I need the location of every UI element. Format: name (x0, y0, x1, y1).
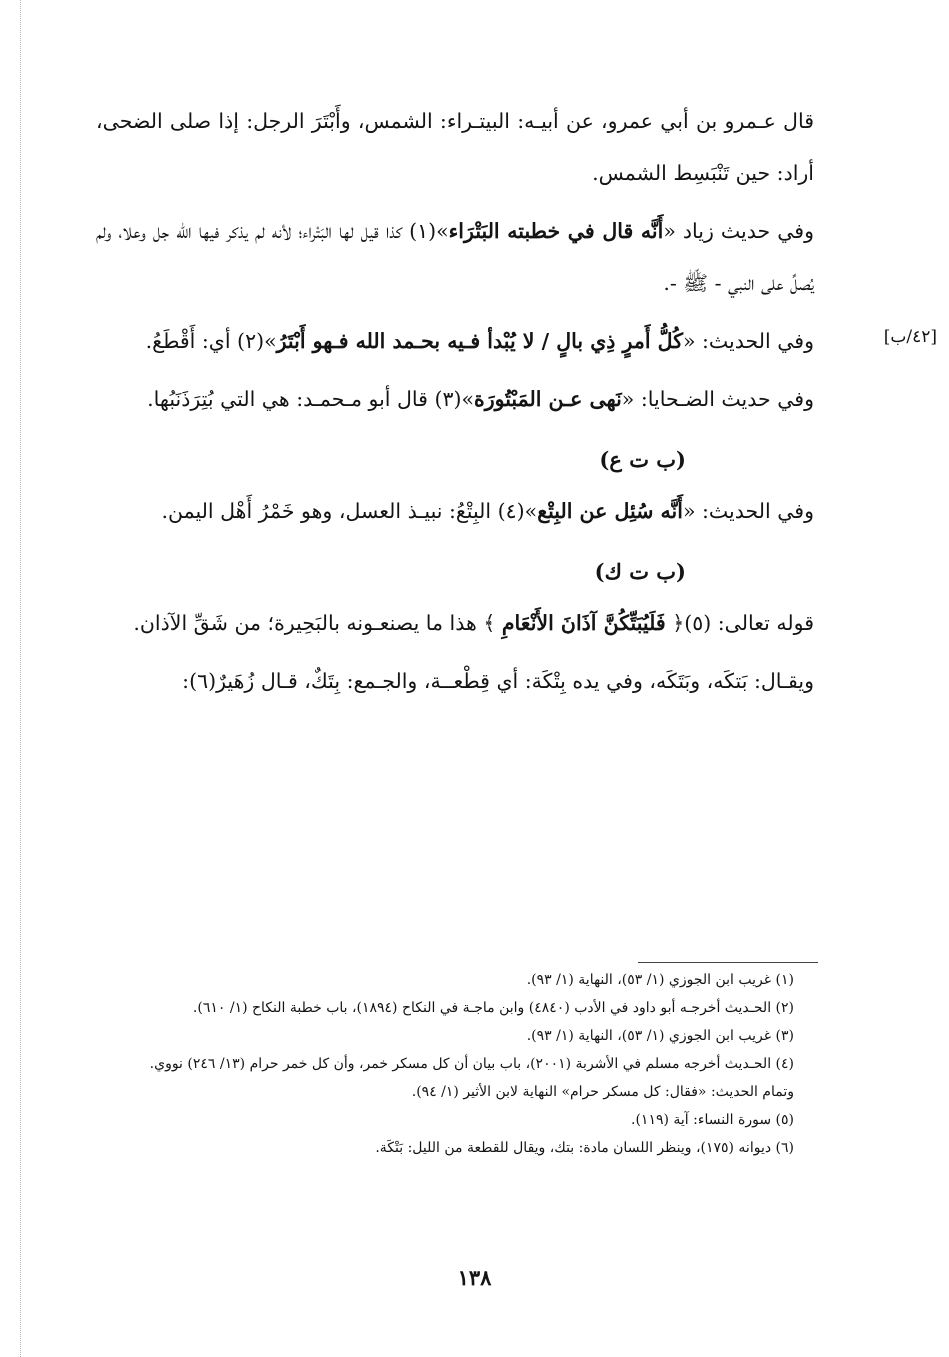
paragraph (96, 95, 814, 199)
paragraph-text: وفي حديث الضـحايا: « (621, 387, 814, 411)
footnote-continuation: وتمام الحديث: «فقال: كل مسكر حرام» النهاية لابن الأثير (١/ ٩٤). (411, 1084, 794, 1100)
footnote: (٣) غريب ابن الجوزي (١/ ٥٣)، النهاية (١/ ٩٣). (526, 1028, 794, 1044)
footnote: (١) غريب ابن الجوزي (١/ ٥٣)، النهاية (١/ ٩٣). (526, 972, 794, 988)
footnote-separator (638, 962, 818, 963)
footnote: (٢) الحـديث أخرجـه أبو داود في الأدب (٤٨٤٠) وابن ماجـة في النكاح (١٨٩٤)، باب خطبة النكاح (١/ ٦١٠). (192, 1000, 794, 1016)
paragraph-text: ويقـال: بَتكَه، وبَتَكَه، وفي يده بِتْكَة: أي قِطْعــة، والجـمع: بِتَكٌ، قـال زُهَيرٌ(٦): (182, 669, 814, 693)
quran-verse: فَلَيُبَتِّكُنَّ آذَانَ الأَنْعَامِ (501, 611, 666, 635)
paragraph-text: »(٢) أي: أَقْطَعُ. (145, 329, 277, 353)
page-number: ١٣٨ (457, 1265, 492, 1290)
paragraph (96, 597, 814, 649)
paragraph (96, 655, 814, 707)
paragraph-text: وفي حديث زياد « (663, 219, 815, 243)
hadith-quote: أَنَّه سُئِل عن البِتْع (537, 499, 683, 523)
manuscript-folio-reference: [٤٢/ب] (883, 327, 937, 347)
hadith-quote: أَنَّه قال في خطبته البَتْرَاء (448, 219, 664, 243)
paragraph (96, 205, 814, 309)
root-heading (96, 435, 814, 485)
paragraph-text: ﴾ هذا ما يصنعـونه بالبَحِيرة؛ من شَقِّ الآذان. (133, 611, 502, 635)
paragraph-text: وفي الحديث: « (682, 329, 814, 353)
footnote: (٤) الحـديث أخرجه مسلم في الأشربة (٢٠٠١)، باب بيان أن كل مسكر خمر، وأن كل خمر حرام (١٣/ ٢٤٦) نووي. (149, 1056, 794, 1072)
main-text (96, 95, 814, 707)
paragraph-text: قوله تعالى: (٥)﴿ (665, 611, 814, 635)
paragraph (96, 373, 814, 425)
hadith-quote: كُلُّ أَمرٍ ذِي بالٍ / لا يُبْدأ فـيه بحـمد الله فـهو أَبْتَرُ (276, 329, 683, 353)
footnotes (96, 966, 814, 1162)
footnote: (٦) ديوانه (١٧٥)، وينظر اللسان مادة: بتك، ويقال للقطعة من الليل: بَتْكَة. (375, 1140, 794, 1156)
root-heading-text: (ب ت ك) (594, 559, 686, 584)
paragraph-text: قال عـمرو بن أبي عمرو، عن أبيـه: البيتـراء: الشمس، وأَبْتَرَ الرجل: إذا صلى الضحى، أراد: حين تَنْبَسِط الشمس. (96, 109, 814, 185)
page-gutter-line (20, 0, 21, 1357)
paragraph (96, 485, 814, 537)
root-heading-text: (ب ت ع) (599, 447, 686, 472)
footnote: (٥) سورة النساء: آية (١١٩). (631, 1112, 794, 1128)
paragraph-text: »(٣) قال أبو مـحمـد: هي التي بُتِرَذَنَبُها. (147, 387, 475, 411)
hadith-quote: نَهى عـن المَبْتُورَة (474, 387, 622, 411)
paragraph (96, 315, 814, 367)
paragraph-text: وفي الحديث: « (682, 499, 814, 523)
paragraph-text: »(١) كذا قيل لها البَتْراء؛ لأنه لم يذكر فيها الله جل وعلا، ولم يُصلِّ على النبي - ﷺ -. (96, 219, 814, 295)
root-heading (96, 547, 814, 597)
paragraph-text: »(٤) البِتْعُ: نبيـذ العسل، وهو خَمْرُ أَهْل اليمن. (161, 499, 538, 523)
